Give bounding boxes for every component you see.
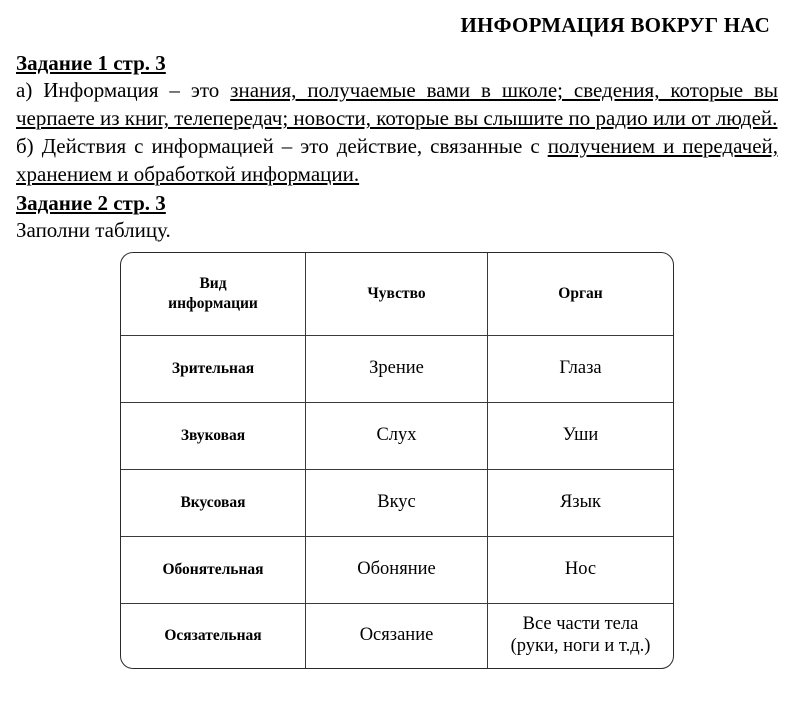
task-1-item-b — [16, 133, 778, 189]
item-b-prefix: б) Действия с информацией – это действие, связанные с — [16, 133, 548, 158]
cell-organ[interactable]: Язык — [488, 469, 673, 536]
cell-sense[interactable]: Обоняние — [306, 536, 488, 603]
table-row — [121, 603, 673, 668]
cell-kind: Осязательная — [121, 603, 306, 668]
cell-sense[interactable]: Слух — [306, 402, 488, 469]
task-1-heading: Задание 1 стр. 3 — [16, 51, 166, 76]
table-row — [121, 335, 673, 402]
cell-organ-line1: Все части тела — [522, 613, 639, 634]
item-a-answer: знания, получаемые вами в школе; сведения, которые вы черпаете из книг, телепередач; новости, которые вы слышите по радио или от людей. — [16, 78, 778, 131]
task-1-item-a — [16, 77, 778, 133]
cell-sense[interactable]: Зрение — [306, 335, 488, 402]
column-header-sense: Чувство — [306, 253, 488, 335]
cell-organ[interactable]: Глаза — [488, 335, 673, 402]
item-b-answer: получением и передачей, хранением и обработкой информации. — [16, 133, 778, 186]
table-row — [121, 402, 673, 469]
item-a-prefix: а) Информация – это — [16, 78, 231, 103]
cell-kind: Вкусовая — [121, 469, 306, 536]
column-header-kind-line2: информации — [168, 294, 258, 312]
cell-sense[interactable]: Осязание — [306, 603, 488, 668]
cell-organ-line2: (руки, ноги и т.д.) — [510, 635, 651, 656]
task-2-heading: Задание 2 стр. 3 — [16, 190, 166, 215]
cell-sense[interactable]: Вкус — [306, 469, 488, 536]
cell-organ[interactable] — [488, 603, 673, 668]
table-body — [121, 335, 673, 668]
table-header-row — [121, 253, 673, 335]
column-header-kind — [121, 253, 306, 335]
cell-kind: Зрительная — [121, 335, 306, 402]
table-row — [121, 469, 673, 536]
cell-organ[interactable]: Нос — [488, 536, 673, 603]
sense-table-container — [16, 252, 778, 669]
table-head — [121, 253, 673, 335]
cell-kind: Обонятельная — [121, 536, 306, 603]
cell-organ[interactable]: Уши — [488, 402, 673, 469]
column-header-organ: Орган — [558, 284, 603, 302]
table-row — [121, 536, 673, 603]
column-header-kind-line1: Вид — [199, 275, 227, 293]
page-title: ИНФОРМАЦИЯ ВОКРУГ НАС — [460, 13, 770, 37]
task-2-instruction: Заполни таблицу. — [16, 217, 171, 242]
cell-kind: Звуковая — [121, 402, 306, 469]
sense-table — [120, 252, 674, 669]
